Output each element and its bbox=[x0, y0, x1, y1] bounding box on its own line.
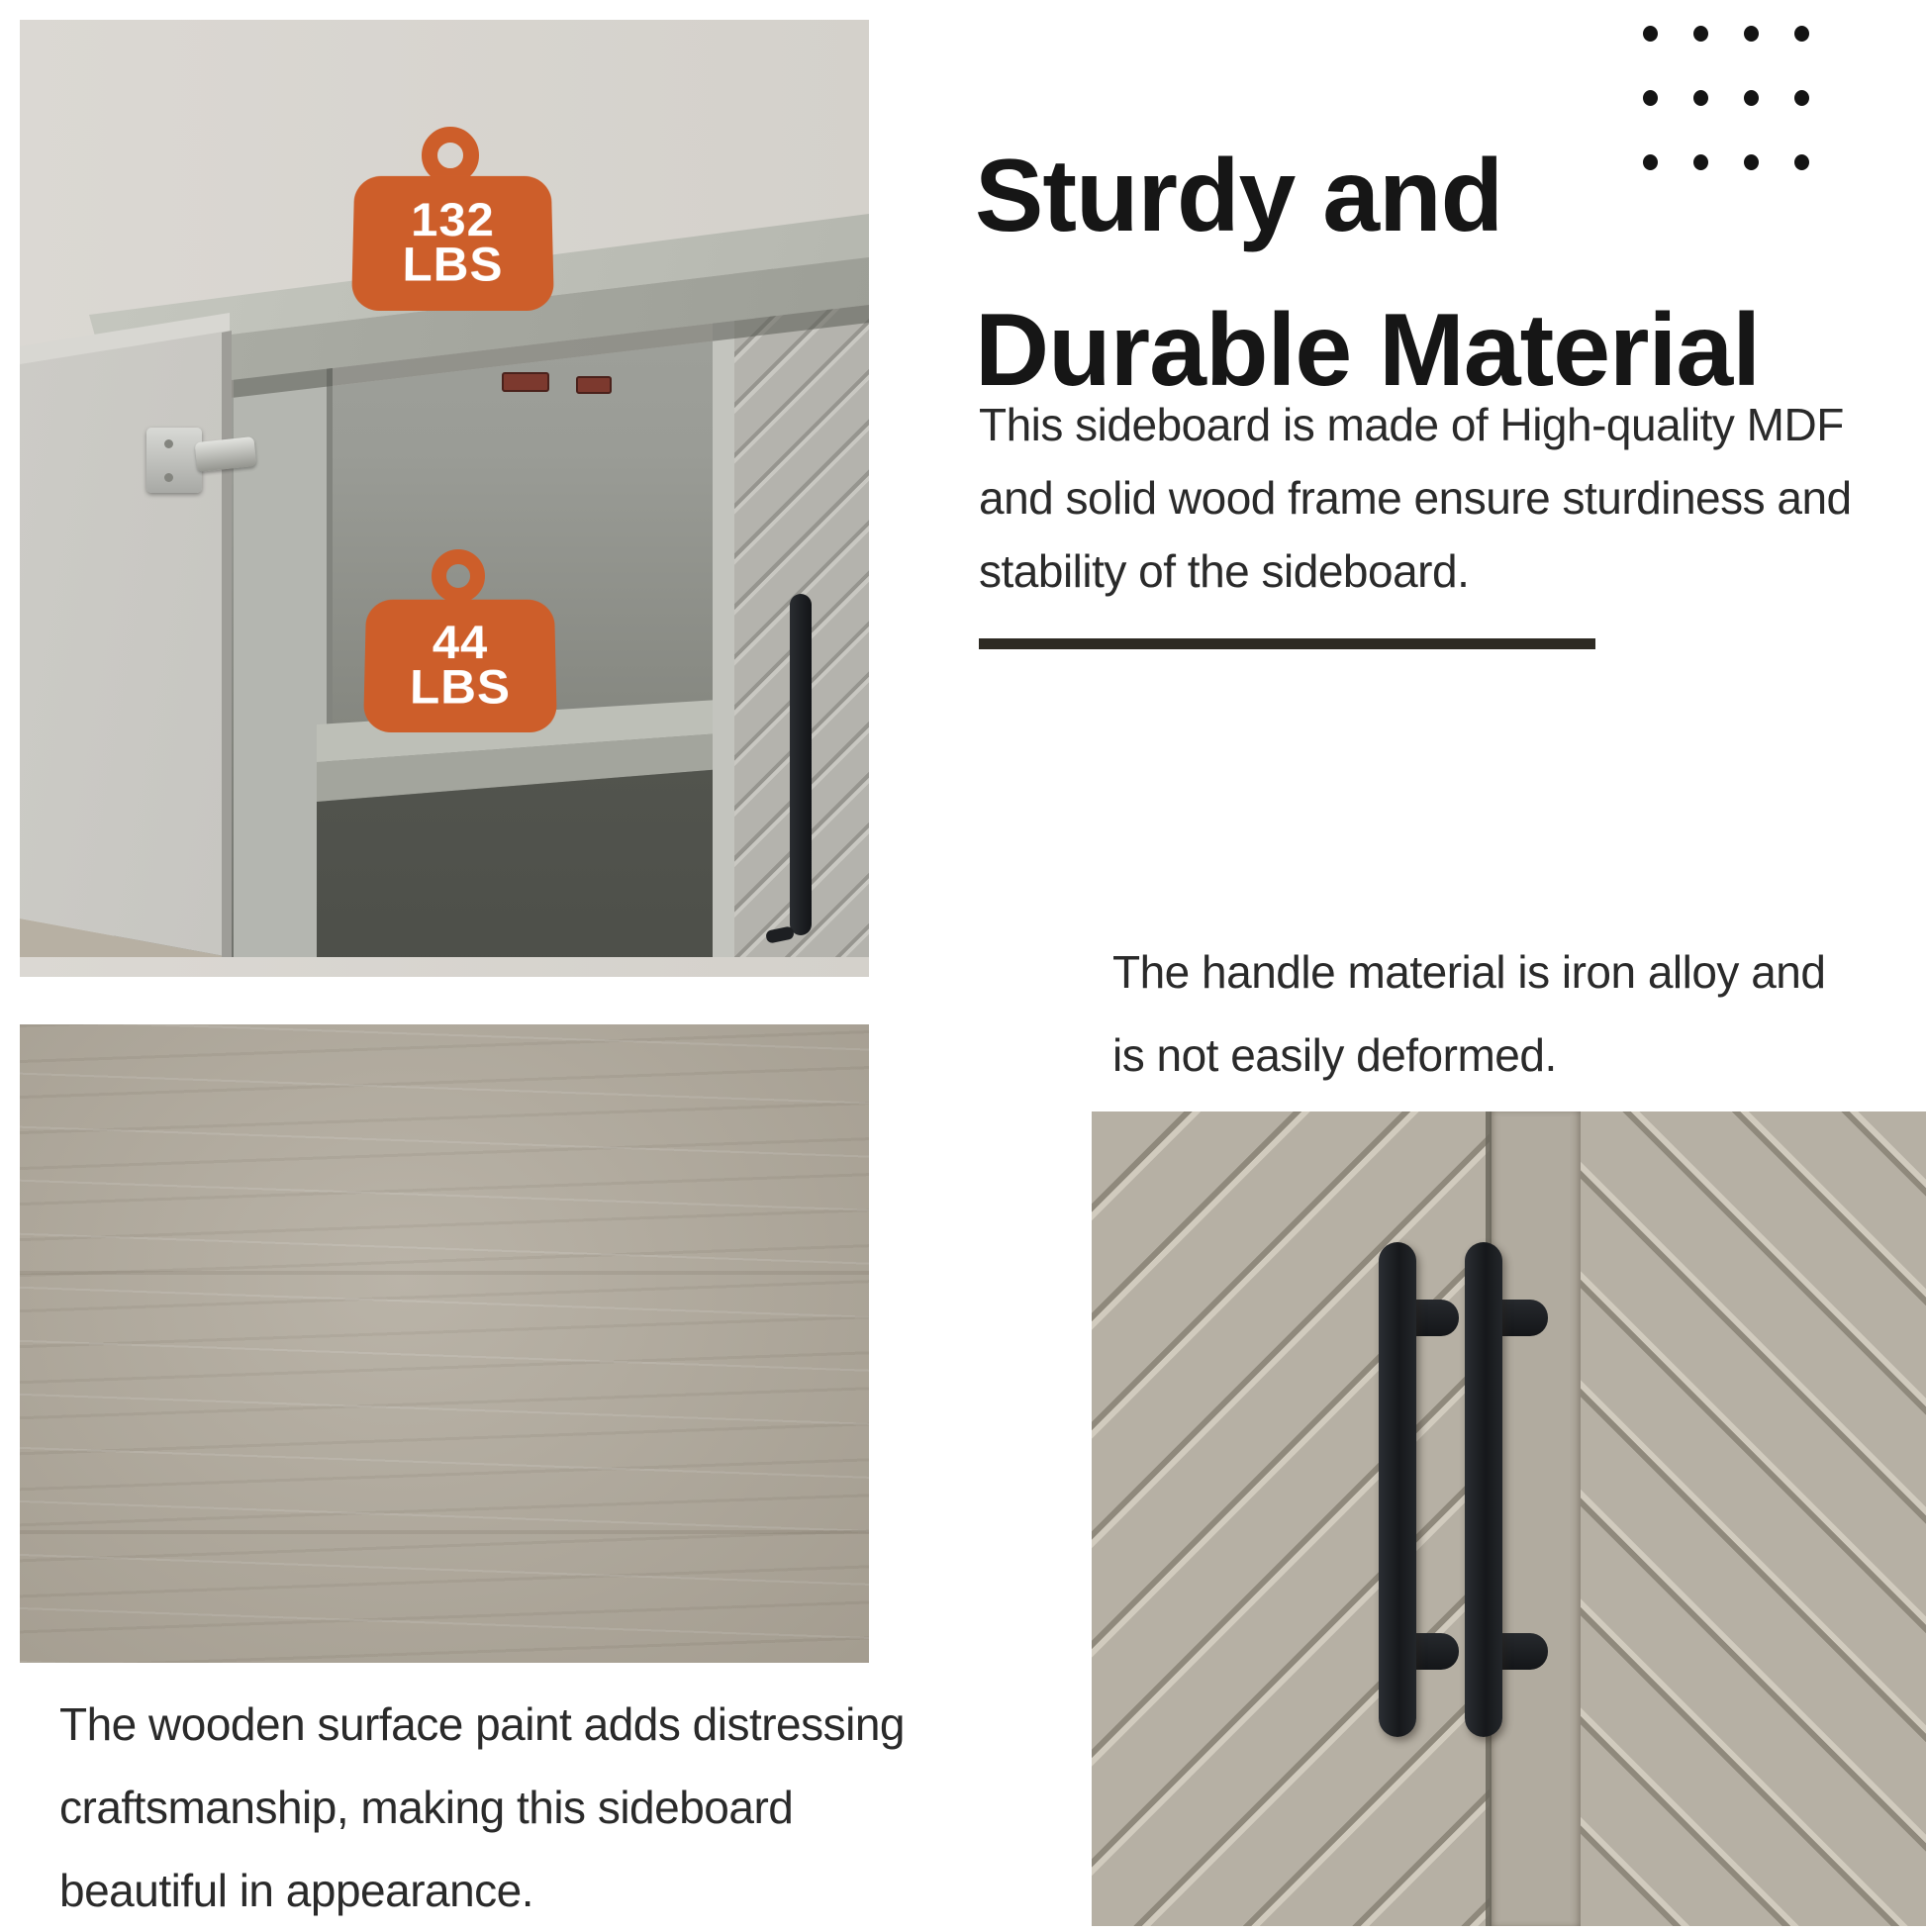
handle-note-line: The handle material is iron alloy and bbox=[1112, 946, 1826, 998]
material-description-line: This sideboard is made of High-quality MDF bbox=[979, 399, 1844, 450]
handle-note-line: is not easily deformed. bbox=[1112, 1029, 1557, 1081]
handle-detail-photo bbox=[1092, 1111, 1926, 1926]
door-stile bbox=[1490, 1111, 1581, 1926]
door-handle-bar bbox=[790, 594, 812, 935]
handle-note bbox=[1112, 930, 1904, 1097]
page-title-line: Sturdy and bbox=[975, 139, 1503, 253]
hinge-screw bbox=[164, 439, 173, 448]
section-divider bbox=[979, 638, 1595, 649]
weight-unit: LBS bbox=[402, 238, 504, 292]
weight-badge-ring bbox=[432, 549, 485, 603]
material-description bbox=[979, 388, 1870, 608]
wood-caption-line: beautiful in appearance. bbox=[59, 1865, 534, 1916]
hinge-plate bbox=[146, 428, 202, 493]
dot bbox=[1794, 90, 1809, 106]
chevron-door-right bbox=[1581, 1111, 1926, 1926]
dot bbox=[1744, 26, 1759, 42]
page-title bbox=[975, 119, 1925, 428]
wood-caption bbox=[59, 1683, 930, 1932]
photo-vignette bbox=[20, 1024, 869, 1663]
dot bbox=[1693, 90, 1708, 106]
material-description-line: and solid wood frame ensure sturdiness and bbox=[979, 472, 1852, 524]
weight-unit: LBS bbox=[409, 659, 512, 715]
wood-caption-line: The wooden surface paint adds distressing bbox=[59, 1698, 906, 1750]
material-description-line: stability of the sideboard. bbox=[979, 545, 1470, 597]
dot bbox=[1693, 26, 1708, 42]
weight-badge-44 bbox=[363, 600, 557, 732]
hinge-screw bbox=[164, 473, 173, 482]
weight-value: 44 bbox=[432, 616, 489, 669]
chevron-door-left bbox=[1092, 1111, 1490, 1926]
dot bbox=[1744, 90, 1759, 106]
usb-port bbox=[502, 372, 549, 392]
iron-handle-bar bbox=[1379, 1242, 1416, 1737]
page-title-line: Durable Material bbox=[975, 293, 1761, 408]
iron-handle-bar bbox=[1465, 1242, 1502, 1737]
weight-badge-132 bbox=[351, 176, 554, 311]
weight-value: 132 bbox=[410, 193, 496, 246]
dot bbox=[1794, 26, 1809, 42]
hinge-arm bbox=[195, 436, 257, 472]
dot bbox=[1643, 26, 1658, 42]
wood-caption-line: craftsmanship, making this sideboard bbox=[59, 1782, 794, 1833]
usb-port bbox=[576, 376, 612, 394]
dot bbox=[1643, 90, 1658, 106]
wood-grain-photo bbox=[20, 1024, 869, 1663]
